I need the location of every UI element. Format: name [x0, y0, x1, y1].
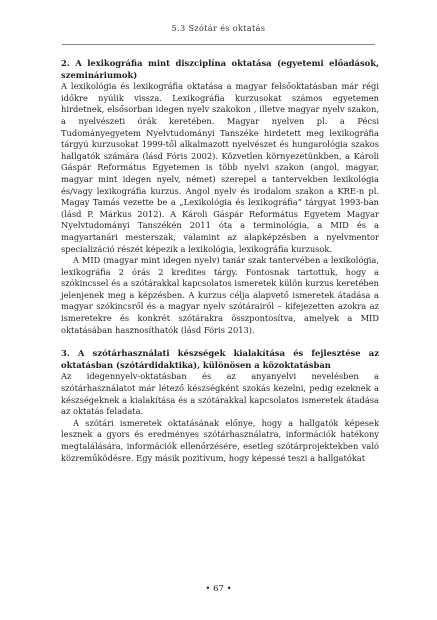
- paragraph: A lexikológia és lexikográfia oktatása a magyar felsőoktatásban már régi időkre nyúlik vissza. Lexikográfia kurzusokat számos egyetemen hirdetnek, elsősorban idegen nyelv szakokon , illetve magyar nyelv szakon, a nyelvészeti órák keretében. Magyar nyelven pl. a Pécsi Tudományegyetem Nyelvtudományi Tanszéke hirdetett meg lexikográfia tárgyú kurzusokat 1999-től alkalmazott nyelvészet és hungarológia szakos hallgatók számára (lásd Fóris 2002). Közvetlen környezetünkben, a Károli Gáspár Református Egyetemen is több nyelvi szakon (angol, magyar, magyar mint idegen nyelv, német) szerepel a tantervekben lexikológia és/vagy lexikográfia kurzus. Angol nyelv és irodalom szakon a KRE-n pl. Magay Tamás vezette be a „Lexikológia és lexikográfia” tárgyat 1993-ban (lásd P. Márkus 2012). A Károli Gáspár Református Egyetem Magyar Nyelvtudományi Tanszékén 2011 óta a terminológia, a MID és a magyartanári mesterszak, valamint az alapképzésben a nyelvmentor specializáció részét képezik a lexikológia, lexikográfia kurzusok.: [61, 81, 379, 254]
- paragraph: A szótári ismeretek oktatásának előnye, hogy a hallgatók képesek lesznek a gyors és eredményes szótárhasználatra, információk hatékony megtalálására, információk ellenőrzésére, esetleg szótárprojektekben való közreműködésre. Egy másik pozitívum, hogy képessé teszi a hallgatókat: [61, 417, 379, 463]
- section-heading: 2. A lexikográfia mint diszciplína oktatása (egyetemi előadások, szemináriumok): [61, 58, 379, 80]
- paragraph: Az idegennyelv-oktatásban és az anyanyelvi nevelésben a szótárhasználatot már létező készségként szokás kezelni, pedig ezeknek a készségeknek a kialakítása és a szótárakkal kapcsolatos ismeretek átadása az oktatás feladata.: [61, 371, 379, 417]
- section-heading: 3. A szótárhasználati készségek kialakítása és fejlesztése az oktatásban (szótárdidaktika), különösen a közoktatásban: [61, 348, 379, 370]
- running-header: 5.3 Szótár és oktatás: [171, 24, 266, 33]
- header-rule: [62, 44, 375, 45]
- page-number: • 67 •: [205, 584, 232, 594]
- paragraph: A MID (magyar mint idegen nyelv) tanár szak tantervében a lexikológia, lexikográfia 2 órás 2 kredites tárgy. Fontosnak tartottuk, hogy a szókincssel és a szótárakkal kapcsolatos ismeretek külön kurzus keretében jelenjenek meg a képzésben. A kurzus célja alapvető ismeretek átadása a magyar szókincsről és a magyar nyelv szótárairól – kifejezetten azokra az ismeretekre és konkrét szótárakra összpontosítva, amelyek a MID oktatásában hasznosíthatók (lásd Fóris 2013).: [61, 255, 379, 335]
- body-text: [61, 58, 379, 464]
